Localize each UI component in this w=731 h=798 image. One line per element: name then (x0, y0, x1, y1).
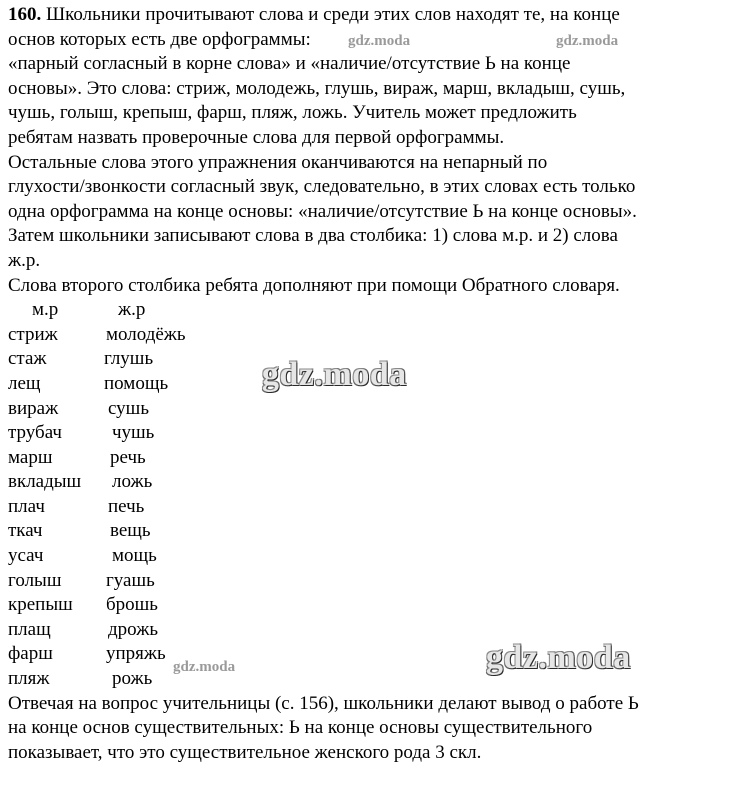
paragraph-line: чушь, голыш, крепыш, фарш, пляж, ложь. Учитель может предложить (8, 102, 577, 124)
masculine-word: фарш (8, 643, 53, 665)
feminine-word: мощь (112, 545, 157, 567)
header-feminine: ж.р (118, 299, 146, 321)
feminine-word: вещь (110, 520, 151, 542)
paragraph-line: глухости/звонкости согласный звук, следовательно, в этих словах есть только (8, 176, 636, 198)
word-row (8, 323, 726, 348)
masculine-word: стриж (8, 323, 58, 345)
paragraph-line: одна орфограмма на конце основы: «наличие/отсутствие Ь на конце основы». (8, 200, 637, 222)
columns-header (8, 298, 726, 323)
watermark: gdz.moda (173, 659, 236, 675)
feminine-word: ложь (112, 471, 153, 493)
paragraph-line: 160. Школьники прочитывают слова и среди этих слов находят те, на конце (8, 4, 620, 25)
masculine-word: плач (8, 495, 45, 517)
word-row (8, 421, 726, 446)
paragraph-line: основ которых есть две орфограммы: (8, 28, 311, 50)
watermark: gdz.moda (262, 356, 407, 393)
word-row (8, 495, 726, 520)
paragraph-line: ж.р. (8, 249, 41, 271)
conclusion-line: на конце основ существительных: Ь на конце основы существительного (8, 717, 593, 739)
feminine-word: помощь (104, 372, 169, 394)
word-row (8, 569, 726, 594)
paragraph-line: ребятам назвать проверочные слова для первой орфограммы. (8, 126, 505, 148)
feminine-word: брошь (106, 594, 158, 616)
conclusion-line: Отвечая на вопрос учительницы (с. 156), школьники делают вывод о работе Ь (8, 692, 639, 714)
word-row (8, 470, 726, 495)
feminine-word: глушь (104, 348, 154, 370)
masculine-word: трубач (8, 422, 62, 444)
feminine-word: дрожь (108, 618, 158, 640)
task-number: 160. (8, 4, 42, 25)
masculine-word: стаж (8, 348, 47, 370)
word-row (8, 519, 726, 544)
feminine-word: упряжь (106, 643, 166, 665)
masculine-word: плащ (8, 618, 51, 640)
feminine-word: речь (110, 446, 146, 468)
watermark: gdz.moda (348, 33, 411, 49)
masculine-word: крепыш (8, 594, 73, 616)
conclusion-line: показывает, что это существительное женского рода 3 скл. (8, 741, 482, 763)
masculine-word: пляж (8, 668, 50, 690)
feminine-word: гуашь (106, 569, 155, 591)
masculine-word: ткач (8, 520, 43, 542)
word-row (8, 544, 726, 569)
masculine-word: вкладыш (8, 471, 82, 493)
paragraph-line: основы». Это слова: стриж, молодежь, глушь, вираж, марш, вкладыш, сушь, (8, 77, 626, 99)
paragraph-line: Слова второго столбика ребята дополняют при помощи Обратного словаря. (8, 274, 620, 296)
feminine-word: рожь (112, 668, 153, 690)
masculine-word: усач (8, 545, 44, 567)
masculine-word: лещ (8, 372, 41, 394)
word-row (8, 446, 726, 471)
feminine-word: сушь (108, 397, 149, 419)
watermark: gdz.moda (486, 639, 631, 676)
masculine-word: марш (8, 446, 53, 468)
watermark: gdz.moda (556, 33, 619, 49)
word-row (8, 593, 726, 618)
word-row (8, 397, 726, 422)
feminine-word: чушь (112, 422, 155, 444)
masculine-word: вираж (8, 397, 59, 419)
feminine-word: печь (108, 495, 145, 517)
masculine-word: голыш (8, 569, 62, 591)
paragraph-line: Остальные слова этого упражнения оканчиваются на непарный по (8, 151, 548, 173)
paragraph-line: Затем школьники записывают слова в два столбика: 1) слова м.р. и 2) слова (8, 225, 618, 247)
paragraph-line: «парный согласный в корне слова» и «наличие/отсутствие Ь на конце (8, 53, 571, 75)
header-masculine: м.р (32, 299, 59, 321)
feminine-word: молодёжь (106, 323, 186, 345)
